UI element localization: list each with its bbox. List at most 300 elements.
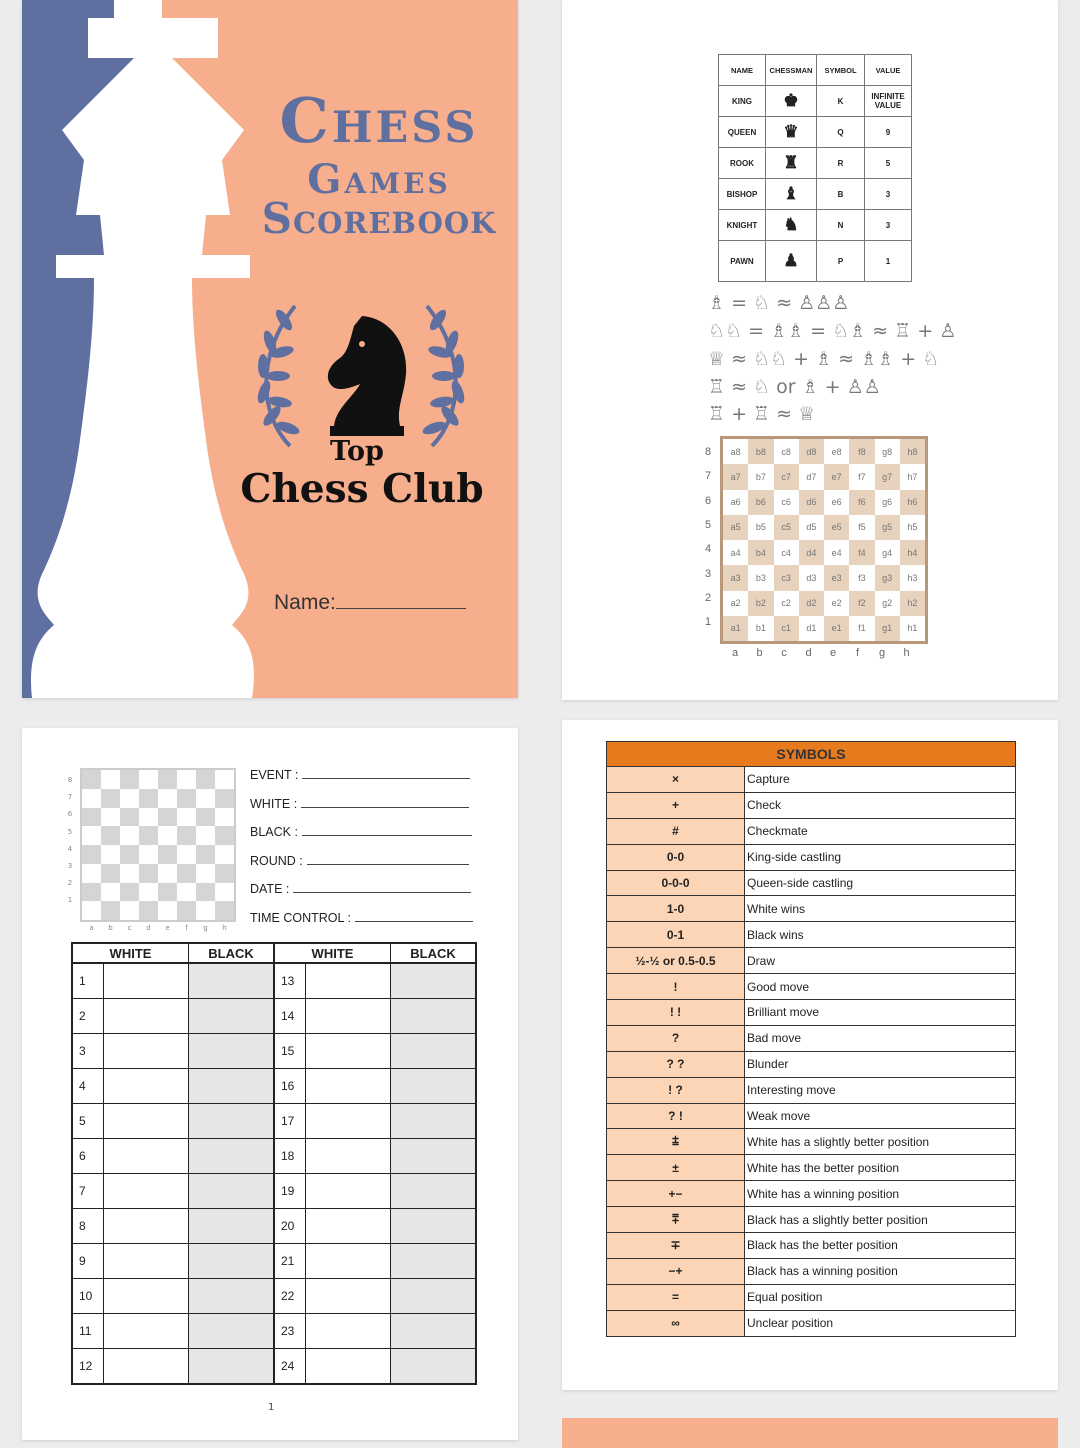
club-name-text: Chess Club bbox=[240, 466, 484, 512]
move-number: 16 bbox=[274, 1069, 306, 1104]
mini-file-label: c bbox=[127, 924, 132, 932]
notation-symbol: ! ? bbox=[607, 1077, 745, 1103]
white-move-cell[interactable] bbox=[104, 1244, 189, 1279]
mini-board-square bbox=[215, 901, 234, 920]
piece-symbol: R bbox=[817, 148, 865, 179]
mini-board-square bbox=[177, 789, 196, 808]
white-move-cell[interactable] bbox=[104, 963, 189, 999]
mini-board-square bbox=[196, 789, 215, 808]
mini-board-square bbox=[101, 901, 120, 920]
black-move-cell[interactable] bbox=[189, 1139, 275, 1174]
mini-board-square bbox=[177, 845, 196, 864]
board-square: f3 bbox=[849, 565, 874, 590]
board-square: f5 bbox=[849, 515, 874, 540]
field-label: EVENT : bbox=[250, 768, 299, 782]
black-move-cell[interactable] bbox=[189, 1244, 275, 1279]
black-move-cell[interactable] bbox=[189, 1069, 275, 1104]
notation-symbol: +− bbox=[607, 1181, 745, 1207]
white-move-cell[interactable] bbox=[306, 1279, 391, 1314]
symbol-row bbox=[607, 1284, 1016, 1310]
mini-board-square bbox=[101, 864, 120, 883]
board-square: g8 bbox=[875, 439, 900, 464]
board-square: b5 bbox=[748, 515, 773, 540]
mini-board-diagram bbox=[80, 768, 236, 922]
move-number: 9 bbox=[72, 1244, 104, 1279]
file-label: b bbox=[756, 647, 763, 659]
knight-icon: ♞ bbox=[766, 210, 817, 241]
black-move-cell[interactable] bbox=[391, 1104, 477, 1139]
mini-board-square bbox=[101, 826, 120, 845]
game-info-field[interactable] bbox=[250, 766, 470, 782]
piece-row-king bbox=[719, 86, 912, 117]
cover-page bbox=[22, 0, 518, 698]
mini-board-square bbox=[82, 864, 101, 883]
king-icon: ♚ bbox=[766, 86, 817, 117]
symbol-meaning: Good move bbox=[745, 974, 1016, 1000]
mini-board-square bbox=[120, 883, 139, 902]
symbol-meaning: White wins bbox=[745, 896, 1016, 922]
field-underline[interactable] bbox=[293, 880, 471, 893]
white-move-cell[interactable] bbox=[306, 1349, 391, 1385]
board-square: a7 bbox=[723, 464, 748, 489]
rank-label: 5 bbox=[704, 518, 712, 531]
mini-board-square bbox=[196, 864, 215, 883]
board-square: d4 bbox=[799, 540, 824, 565]
white-move-cell[interactable] bbox=[104, 1279, 189, 1314]
board-square: h3 bbox=[900, 565, 925, 590]
mini-rank-label: 1 bbox=[67, 896, 73, 905]
notation-symbol: = bbox=[607, 1284, 745, 1310]
notation-symbol: ! ! bbox=[607, 1000, 745, 1026]
symbol-meaning: Checkmate bbox=[745, 818, 1016, 844]
piece-value: 1 bbox=[865, 241, 912, 282]
field-underline[interactable] bbox=[302, 766, 470, 779]
symbol-meaning: Blunder bbox=[745, 1051, 1016, 1077]
piece-row-knight bbox=[719, 210, 912, 241]
mini-board-square bbox=[158, 883, 177, 902]
mini-board-square bbox=[196, 883, 215, 902]
queen-icon: ♛ bbox=[766, 117, 817, 148]
mini-board-square bbox=[139, 770, 158, 789]
symbol-meaning: Weak move bbox=[745, 1103, 1016, 1129]
move-number: 5 bbox=[72, 1104, 104, 1139]
cover-title-chess: Chess bbox=[279, 84, 479, 157]
symbol-row bbox=[607, 792, 1016, 818]
black-move-cell[interactable] bbox=[391, 999, 477, 1034]
black-move-cell[interactable] bbox=[189, 1174, 275, 1209]
mini-board-square bbox=[120, 789, 139, 808]
move-number: 17 bbox=[274, 1104, 306, 1139]
black-move-cell[interactable] bbox=[391, 1244, 477, 1279]
symbol-row bbox=[607, 896, 1016, 922]
move-number: 13 bbox=[274, 963, 306, 999]
piece-name: PAWN bbox=[719, 241, 766, 282]
board-square: e1 bbox=[824, 616, 849, 641]
mini-board-square bbox=[82, 826, 101, 845]
file-label: c bbox=[781, 647, 787, 659]
symbol-row bbox=[607, 1233, 1016, 1259]
move-row bbox=[72, 1244, 476, 1279]
symbols-title: SYMBOLS bbox=[607, 742, 1016, 767]
piece-value: 3 bbox=[865, 210, 912, 241]
mini-file-label: e bbox=[165, 924, 170, 932]
piece-value: 9 bbox=[865, 117, 912, 148]
symbol-meaning: Unclear position bbox=[745, 1310, 1016, 1336]
black-move-cell[interactable] bbox=[189, 1209, 275, 1244]
symbol-meaning: Check bbox=[745, 792, 1016, 818]
game-info-field[interactable] bbox=[250, 880, 471, 896]
mini-board-square bbox=[158, 770, 177, 789]
field-underline[interactable] bbox=[301, 795, 469, 808]
cover-title-games: Games bbox=[307, 156, 451, 203]
move-number: 12 bbox=[72, 1349, 104, 1385]
board-square: c7 bbox=[774, 464, 799, 489]
symbol-row bbox=[607, 948, 1016, 974]
white-move-cell[interactable] bbox=[306, 1069, 391, 1104]
notation-symbol: + bbox=[607, 792, 745, 818]
board-square: b4 bbox=[748, 540, 773, 565]
board-square: g2 bbox=[875, 591, 900, 616]
mini-board-square bbox=[139, 789, 158, 808]
mini-board-square bbox=[158, 826, 177, 845]
board-square: b8 bbox=[748, 439, 773, 464]
white-move-cell[interactable] bbox=[104, 1174, 189, 1209]
piece-name: BISHOP bbox=[719, 179, 766, 210]
symbol-row bbox=[607, 922, 1016, 948]
piece-symbol: B bbox=[817, 179, 865, 210]
reference-page bbox=[562, 0, 1058, 700]
mini-board-square bbox=[215, 883, 234, 902]
mini-rank-label: 2 bbox=[67, 879, 73, 888]
move-number: 7 bbox=[72, 1174, 104, 1209]
symbol-meaning: King-side castling bbox=[745, 844, 1016, 870]
move-row bbox=[72, 1349, 476, 1385]
board-square: a1 bbox=[723, 616, 748, 641]
symbol-row bbox=[607, 844, 1016, 870]
piece-symbol: Q bbox=[817, 117, 865, 148]
move-number: 20 bbox=[274, 1209, 306, 1244]
notation-symbol: 1-0 bbox=[607, 896, 745, 922]
symbol-meaning: Equal position bbox=[745, 1284, 1016, 1310]
mini-board-square bbox=[139, 808, 158, 827]
pawn-icon: ♟ bbox=[766, 241, 817, 282]
mini-board-square bbox=[120, 864, 139, 883]
white-move-cell[interactable] bbox=[104, 1314, 189, 1349]
notation-symbol: # bbox=[607, 818, 745, 844]
board-square: g6 bbox=[875, 490, 900, 515]
rank-label: 8 bbox=[704, 446, 712, 458]
black-move-cell[interactable] bbox=[189, 999, 275, 1034]
move-row bbox=[72, 1034, 476, 1069]
symbol-row bbox=[607, 1155, 1016, 1181]
mini-board-square bbox=[158, 808, 177, 827]
equivalence-line: ♕ ≈ ♘♘ + ♗ ≈ ♗♗ + ♘ bbox=[708, 348, 940, 370]
black-move-cell[interactable] bbox=[391, 1139, 477, 1174]
piece-name: QUEEN bbox=[719, 117, 766, 148]
board-square: h2 bbox=[900, 591, 925, 616]
field-label: TIME CONTROL : bbox=[250, 910, 351, 925]
notation-symbol: ? bbox=[607, 1025, 745, 1051]
file-label: d bbox=[805, 647, 812, 659]
field-label: ROUND : bbox=[250, 853, 303, 868]
mini-board-square bbox=[215, 808, 234, 827]
symbol-meaning: Black has the better position bbox=[745, 1233, 1016, 1259]
black-move-cell[interactable] bbox=[189, 1349, 275, 1385]
mini-board-square bbox=[120, 808, 139, 827]
mini-board-square bbox=[101, 770, 120, 789]
black-move-cell[interactable] bbox=[391, 1069, 477, 1104]
rank-label: 1 bbox=[704, 616, 712, 629]
board-square: d1 bbox=[799, 616, 824, 641]
mini-board-square bbox=[101, 789, 120, 808]
mini-rank-label: 8 bbox=[67, 776, 73, 784]
moves-header-row bbox=[72, 943, 476, 963]
white-move-cell[interactable] bbox=[306, 1139, 391, 1174]
move-row bbox=[72, 1209, 476, 1244]
white-move-cell[interactable] bbox=[306, 1034, 391, 1069]
notation-symbol: × bbox=[607, 767, 745, 793]
black-move-cell[interactable] bbox=[391, 1314, 477, 1349]
symbol-meaning: White has a slightly better position bbox=[745, 1129, 1016, 1155]
symbol-row bbox=[607, 1103, 1016, 1129]
file-label: e bbox=[829, 647, 837, 659]
white-move-cell[interactable] bbox=[104, 1139, 189, 1174]
field-label: WHITE : bbox=[250, 796, 298, 811]
move-number: 18 bbox=[274, 1139, 306, 1174]
piece-name: ROOK bbox=[719, 148, 766, 179]
symbol-meaning: Interesting move bbox=[745, 1077, 1016, 1103]
board-square: e4 bbox=[824, 540, 849, 565]
header-chessman: CHESSMAN bbox=[766, 55, 817, 86]
board-square: h4 bbox=[900, 540, 925, 565]
mini-board-square bbox=[196, 808, 215, 827]
field-label: BLACK : bbox=[250, 825, 298, 839]
piece-row-pawn bbox=[719, 241, 912, 282]
mini-board-square bbox=[120, 770, 139, 789]
mini-board-square bbox=[139, 901, 158, 920]
white-move-cell[interactable] bbox=[306, 963, 391, 999]
piece-row-bishop bbox=[719, 179, 912, 210]
white-move-cell[interactable] bbox=[306, 1209, 391, 1244]
file-label: a bbox=[731, 647, 739, 659]
symbol-row bbox=[607, 1077, 1016, 1103]
piece-symbol: P bbox=[817, 241, 865, 282]
board-square: f1 bbox=[849, 616, 874, 641]
symbol-row bbox=[607, 1129, 1016, 1155]
move-number: 2 bbox=[72, 999, 104, 1034]
board-square: a5 bbox=[723, 515, 748, 540]
symbol-meaning: White has a winning position bbox=[745, 1181, 1016, 1207]
mini-board-square bbox=[139, 864, 158, 883]
header-black: BLACK bbox=[391, 943, 477, 963]
board-square: a3 bbox=[723, 565, 748, 590]
board-square: e2 bbox=[824, 591, 849, 616]
board-square: b2 bbox=[748, 591, 773, 616]
cover-title-scorebook: Scorebook bbox=[261, 194, 497, 243]
mini-board-square bbox=[101, 808, 120, 827]
name-label: Name: bbox=[274, 591, 336, 614]
mini-board-square bbox=[101, 883, 120, 902]
black-move-cell[interactable] bbox=[189, 1279, 275, 1314]
name-underline bbox=[336, 590, 466, 609]
mini-board-square bbox=[158, 789, 177, 808]
symbol-row bbox=[607, 1000, 1016, 1026]
game-info-field[interactable] bbox=[250, 909, 473, 925]
board-square: h5 bbox=[900, 515, 925, 540]
board-square: f4 bbox=[849, 540, 874, 565]
mini-file-label: f bbox=[185, 924, 188, 932]
notation-symbol: 0-0 bbox=[607, 844, 745, 870]
move-number: 11 bbox=[72, 1314, 104, 1349]
mini-board-square bbox=[139, 883, 158, 902]
mini-board-square bbox=[101, 845, 120, 864]
move-row bbox=[72, 999, 476, 1034]
symbol-meaning: Draw bbox=[745, 948, 1016, 974]
mini-rank-label: 3 bbox=[67, 862, 73, 870]
mini-board-square bbox=[158, 845, 177, 864]
black-move-cell[interactable] bbox=[391, 1034, 477, 1069]
white-move-cell[interactable] bbox=[306, 1174, 391, 1209]
symbol-meaning: Black has a winning position bbox=[745, 1258, 1016, 1284]
white-move-cell[interactable] bbox=[104, 1349, 189, 1385]
board-square: c3 bbox=[774, 565, 799, 590]
board-square: d3 bbox=[799, 565, 824, 590]
symbol-meaning: Brilliant move bbox=[745, 1000, 1016, 1026]
black-move-cell[interactable] bbox=[391, 1174, 477, 1209]
board-square: f6 bbox=[849, 490, 874, 515]
symbol-row bbox=[607, 1025, 1016, 1051]
piece-row-queen bbox=[719, 117, 912, 148]
header-white: WHITE bbox=[274, 943, 391, 963]
board-square: a8 bbox=[723, 439, 748, 464]
field-underline[interactable] bbox=[302, 823, 472, 836]
mini-rank-label: 6 bbox=[67, 810, 73, 819]
mini-board-square bbox=[177, 883, 196, 902]
mini-board-square bbox=[82, 789, 101, 808]
file-label: h bbox=[903, 647, 910, 659]
board-square: d2 bbox=[799, 591, 824, 616]
white-move-cell[interactable] bbox=[104, 1104, 189, 1139]
piece-symbol: N bbox=[817, 210, 865, 241]
board-square: h6 bbox=[900, 490, 925, 515]
white-move-cell[interactable] bbox=[104, 999, 189, 1034]
board-square: e5 bbox=[824, 515, 849, 540]
black-move-cell[interactable] bbox=[189, 1034, 275, 1069]
move-number: 4 bbox=[72, 1069, 104, 1104]
board-square: c5 bbox=[774, 515, 799, 540]
board-square: c8 bbox=[774, 439, 799, 464]
piece-symbol: K bbox=[817, 86, 865, 117]
piece-row-rook bbox=[719, 148, 912, 179]
symbols-page bbox=[562, 720, 1058, 1390]
field-underline[interactable] bbox=[307, 852, 469, 865]
piece-value: 5 bbox=[865, 148, 912, 179]
symbol-meaning: White has the better position bbox=[745, 1155, 1016, 1181]
piece-table-header bbox=[719, 55, 912, 86]
white-move-cell[interactable] bbox=[306, 999, 391, 1034]
game-info-field[interactable] bbox=[250, 795, 469, 811]
bishop-icon: ♝ bbox=[766, 179, 817, 210]
board-square: a6 bbox=[723, 490, 748, 515]
board-square: d7 bbox=[799, 464, 824, 489]
equivalence-line: ♗ = ♘ ≈ ♙♙♙ bbox=[708, 292, 850, 314]
board-square: g1 bbox=[875, 616, 900, 641]
move-number: 24 bbox=[274, 1349, 306, 1385]
club-top-text: Top bbox=[330, 436, 384, 467]
mini-board-square bbox=[82, 845, 101, 864]
game-info-field[interactable] bbox=[250, 852, 469, 868]
field-underline[interactable] bbox=[355, 909, 473, 922]
board-square: f8 bbox=[849, 439, 874, 464]
black-move-cell[interactable] bbox=[391, 1279, 477, 1314]
board-square: b1 bbox=[748, 616, 773, 641]
mini-file-label: d bbox=[146, 924, 151, 932]
symbol-meaning: Queen-side castling bbox=[745, 870, 1016, 896]
symbol-row bbox=[607, 1051, 1016, 1077]
white-move-cell[interactable] bbox=[306, 1314, 391, 1349]
symbol-row bbox=[607, 870, 1016, 896]
rank-label: 4 bbox=[704, 543, 712, 556]
move-row bbox=[72, 1174, 476, 1209]
white-move-cell[interactable] bbox=[104, 1209, 189, 1244]
rank-label: 7 bbox=[704, 470, 712, 483]
white-move-cell[interactable] bbox=[306, 1244, 391, 1279]
equivalence-line: ♖ + ♖ ≈ ♕ bbox=[708, 403, 816, 425]
mini-board-square bbox=[215, 770, 234, 789]
name-field bbox=[274, 590, 466, 615]
mini-board-square bbox=[139, 826, 158, 845]
board-square: g7 bbox=[875, 464, 900, 489]
move-row bbox=[72, 1139, 476, 1174]
notation-symbol: −+ bbox=[607, 1258, 745, 1284]
black-move-cell[interactable] bbox=[189, 963, 275, 999]
white-move-cell[interactable] bbox=[306, 1104, 391, 1139]
header-black: BLACK bbox=[189, 943, 275, 963]
page-number: 1 bbox=[268, 1402, 275, 1413]
board-square: g4 bbox=[875, 540, 900, 565]
symbol-row bbox=[607, 1310, 1016, 1336]
board-square: c2 bbox=[774, 591, 799, 616]
scoresheet-page bbox=[22, 728, 518, 1440]
symbol-row bbox=[607, 818, 1016, 844]
black-move-cell[interactable] bbox=[391, 1349, 477, 1385]
notation-symbol: ? ! bbox=[607, 1103, 745, 1129]
mini-board-square bbox=[196, 845, 215, 864]
mini-board-square bbox=[177, 826, 196, 845]
move-number: 10 bbox=[72, 1279, 104, 1314]
mini-board-square bbox=[82, 901, 101, 920]
black-move-cell[interactable] bbox=[391, 1209, 477, 1244]
board-square: d5 bbox=[799, 515, 824, 540]
black-move-cell[interactable] bbox=[189, 1104, 275, 1139]
notation-symbol: ⩲ bbox=[607, 1129, 745, 1155]
mini-board-square bbox=[158, 864, 177, 883]
file-label: g bbox=[878, 647, 886, 659]
mini-board-square bbox=[215, 826, 234, 845]
game-info-field[interactable] bbox=[250, 823, 472, 839]
mini-board-square bbox=[120, 845, 139, 864]
white-move-cell[interactable] bbox=[104, 1069, 189, 1104]
mini-board-square bbox=[215, 845, 234, 864]
piece-value: 3 bbox=[865, 179, 912, 210]
board-square: e6 bbox=[824, 490, 849, 515]
piece-values-table bbox=[718, 54, 912, 282]
black-move-cell[interactable] bbox=[189, 1314, 275, 1349]
board-square: f7 bbox=[849, 464, 874, 489]
black-move-cell[interactable] bbox=[391, 963, 477, 999]
mini-board-square bbox=[196, 826, 215, 845]
white-move-cell[interactable] bbox=[104, 1034, 189, 1069]
